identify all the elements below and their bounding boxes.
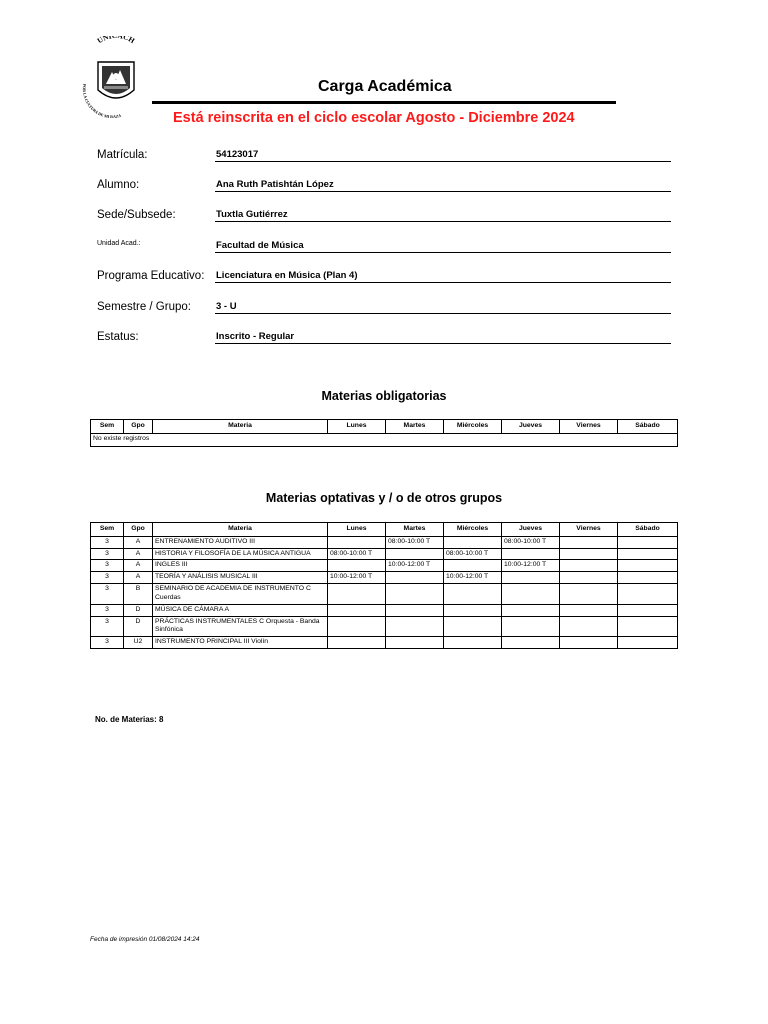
col-header-materia: Materia bbox=[153, 420, 328, 434]
cell-gpo: A bbox=[124, 536, 153, 548]
cell-miercoles bbox=[444, 560, 502, 572]
section-title-obligatorias: Materias obligatorias bbox=[321, 389, 447, 403]
logo-text: UNI CH bbox=[95, 36, 137, 46]
value-sede: Tuxtla Gutiérrez bbox=[216, 209, 288, 220]
cell-viernes bbox=[560, 572, 618, 584]
underline-matricula bbox=[215, 161, 671, 162]
cell-jueves bbox=[502, 548, 560, 560]
cell-materia: ENTRENAMIENTO AUDITIVO III bbox=[153, 536, 328, 548]
col-header-gpo: Gpo bbox=[124, 420, 153, 434]
table-row bbox=[91, 433, 678, 446]
cell-lunes bbox=[328, 616, 386, 637]
cell-sabado bbox=[618, 560, 678, 572]
value-unidad: Facultad de Música bbox=[216, 240, 304, 251]
cell-jueves bbox=[502, 584, 560, 605]
table-row bbox=[91, 637, 678, 649]
table-row bbox=[91, 572, 678, 584]
underline-sede bbox=[215, 221, 671, 222]
col-header-miercoles: Miércoles bbox=[444, 420, 502, 434]
underline-alumno bbox=[215, 191, 671, 192]
cell-martes bbox=[386, 584, 444, 605]
cell-miercoles bbox=[444, 637, 502, 649]
cell-martes bbox=[386, 604, 444, 616]
page-title: Carga Académica bbox=[318, 78, 452, 95]
cell-miercoles: 08:00-10:00 T bbox=[444, 548, 502, 560]
cell-jueves: 08:00-10:00 T bbox=[502, 536, 560, 548]
print-date: Fecha de impresión 01/08/2024 14:24 bbox=[90, 936, 200, 943]
cell-viernes bbox=[560, 604, 618, 616]
cell-viernes bbox=[560, 616, 618, 637]
col-header-gpo: Gpo bbox=[124, 523, 153, 537]
cell-martes: 08:00-10:00 T bbox=[386, 536, 444, 548]
logo-motto: POR LA CULTURA DE MI RAZA bbox=[81, 83, 122, 120]
cell-sabado bbox=[618, 616, 678, 637]
section-title-optativas: Materias optativas y / o de otros grupos bbox=[265, 491, 503, 505]
col-header-lunes: Lunes bbox=[328, 420, 386, 434]
cell-martes: 10:00-12:00 T bbox=[386, 560, 444, 572]
cell-materia: SEMINARIO DE ACADEMIA DE INSTRUMENTO C Cuerdas bbox=[153, 584, 328, 605]
col-header-sabado: Sábado bbox=[618, 420, 678, 434]
subject-count: No. de Materias: 8 bbox=[95, 715, 164, 724]
cell-lunes: 10:00-12:00 T bbox=[328, 572, 386, 584]
optativas-body bbox=[91, 536, 678, 648]
col-header-martes: Martes bbox=[386, 523, 444, 537]
col-header-viernes: Viernes bbox=[560, 523, 618, 537]
cell-viernes bbox=[560, 637, 618, 649]
cell-sem: 3 bbox=[91, 548, 124, 560]
cell-jueves bbox=[502, 616, 560, 637]
cell-miercoles bbox=[444, 584, 502, 605]
col-header-jueves: Jueves bbox=[502, 420, 560, 434]
table-row bbox=[91, 604, 678, 616]
obligatorias-table bbox=[90, 419, 678, 447]
col-header-jueves: Jueves bbox=[502, 523, 560, 537]
cell-sem: 3 bbox=[91, 572, 124, 584]
cell-martes bbox=[386, 572, 444, 584]
underline-unidad bbox=[215, 252, 671, 253]
underline-programa bbox=[215, 282, 671, 283]
cell-viernes bbox=[560, 560, 618, 572]
col-header-sem: Sem bbox=[91, 420, 124, 434]
cell-lunes bbox=[328, 637, 386, 649]
label-semestre: Semestre / Grupo: bbox=[97, 301, 191, 313]
cell-gpo: D bbox=[124, 616, 153, 637]
cell-materia: HISTORIA Y FILOSOFÍA DE LA MÚSICA ANTIGUA bbox=[153, 548, 328, 560]
coat-of-arms-icon bbox=[98, 62, 134, 98]
optativas-table bbox=[90, 522, 678, 649]
cell-sem: 3 bbox=[91, 536, 124, 548]
label-unidad: Unidad Acad.: bbox=[97, 240, 141, 247]
col-header-materia: Materia bbox=[153, 523, 328, 537]
cell-viernes bbox=[560, 584, 618, 605]
cell-gpo: A bbox=[124, 572, 153, 584]
cell-sem: 3 bbox=[91, 584, 124, 605]
cell-materia: INGLES III bbox=[153, 560, 328, 572]
label-programa: Programa Educativo: bbox=[97, 270, 205, 282]
cell-lunes bbox=[328, 536, 386, 548]
cell-sem: 3 bbox=[91, 616, 124, 637]
cell-jueves bbox=[502, 604, 560, 616]
title-divider bbox=[152, 101, 616, 104]
cell-jueves: 10:00-12:00 T bbox=[502, 560, 560, 572]
cell-lunes: 08:00-10:00 T bbox=[328, 548, 386, 560]
cell-martes bbox=[386, 548, 444, 560]
value-estatus: Inscrito - Regular bbox=[216, 331, 295, 342]
cell-sabado bbox=[618, 604, 678, 616]
cell-sabado bbox=[618, 536, 678, 548]
value-matricula: 54123017 bbox=[216, 149, 259, 160]
underline-estatus bbox=[215, 343, 671, 344]
table-row bbox=[91, 560, 678, 572]
underline-semestre bbox=[215, 313, 671, 314]
cell-materia: PRÁCTICAS INSTRUMENTALES C Orquesta - Banda Sinfónica bbox=[153, 616, 328, 637]
col-header-miercoles: Miércoles bbox=[444, 523, 502, 537]
cell-lunes bbox=[328, 584, 386, 605]
col-header-viernes: Viernes bbox=[560, 420, 618, 434]
empty-message: No existe registros bbox=[91, 433, 678, 446]
table-row bbox=[91, 548, 678, 560]
table-row bbox=[91, 616, 678, 637]
cell-viernes bbox=[560, 536, 618, 548]
cell-miercoles bbox=[444, 604, 502, 616]
value-semestre: 3 - U bbox=[216, 301, 237, 312]
cell-sabado bbox=[618, 637, 678, 649]
cell-sem: 3 bbox=[91, 637, 124, 649]
value-alumno: Ana Ruth Patishtán López bbox=[216, 179, 334, 190]
table-row bbox=[91, 536, 678, 548]
cell-lunes bbox=[328, 604, 386, 616]
cell-materia: MÚSICA DE CÁMARA A bbox=[153, 604, 328, 616]
cell-sem: 3 bbox=[91, 560, 124, 572]
cell-gpo: A bbox=[124, 548, 153, 560]
cell-gpo: A bbox=[124, 560, 153, 572]
label-alumno: Alumno: bbox=[97, 179, 140, 191]
cell-sabado bbox=[618, 572, 678, 584]
value-programa: Licenciatura en Música (Plan 4) bbox=[216, 270, 358, 281]
table-row bbox=[91, 584, 678, 605]
cell-martes bbox=[386, 637, 444, 649]
university-logo bbox=[80, 36, 152, 120]
label-sede: Sede/Subsede: bbox=[97, 209, 176, 221]
cell-sabado bbox=[618, 548, 678, 560]
enrollment-status-banner: Está reinscrita en el ciclo escolar Agosto - Diciembre 2024 bbox=[173, 110, 575, 126]
col-header-lunes: Lunes bbox=[328, 523, 386, 537]
cell-sem: 3 bbox=[91, 604, 124, 616]
cell-lunes bbox=[328, 560, 386, 572]
cell-sabado bbox=[618, 584, 678, 605]
label-estatus: Estatus: bbox=[97, 331, 139, 343]
cell-miercoles: 10:00-12:00 T bbox=[444, 572, 502, 584]
cell-jueves bbox=[502, 572, 560, 584]
cell-gpo: B bbox=[124, 584, 153, 605]
cell-jueves bbox=[502, 637, 560, 649]
col-header-martes: Martes bbox=[386, 420, 444, 434]
cell-materia: TEORÍA Y ANÁLISIS MUSICAL III bbox=[153, 572, 328, 584]
col-header-sem: Sem bbox=[91, 523, 124, 537]
col-header-sabado: Sábado bbox=[618, 523, 678, 537]
cell-martes bbox=[386, 616, 444, 637]
table-header-row bbox=[91, 420, 678, 434]
table-header-row bbox=[91, 523, 678, 537]
cell-miercoles bbox=[444, 536, 502, 548]
cell-gpo: D bbox=[124, 604, 153, 616]
label-matricula: Matrícula: bbox=[97, 149, 148, 161]
cell-miercoles bbox=[444, 616, 502, 637]
cell-gpo: U2 bbox=[124, 637, 153, 649]
cell-materia: INSTRUMENTO PRINCIPAL III Violín bbox=[153, 637, 328, 649]
cell-viernes bbox=[560, 548, 618, 560]
